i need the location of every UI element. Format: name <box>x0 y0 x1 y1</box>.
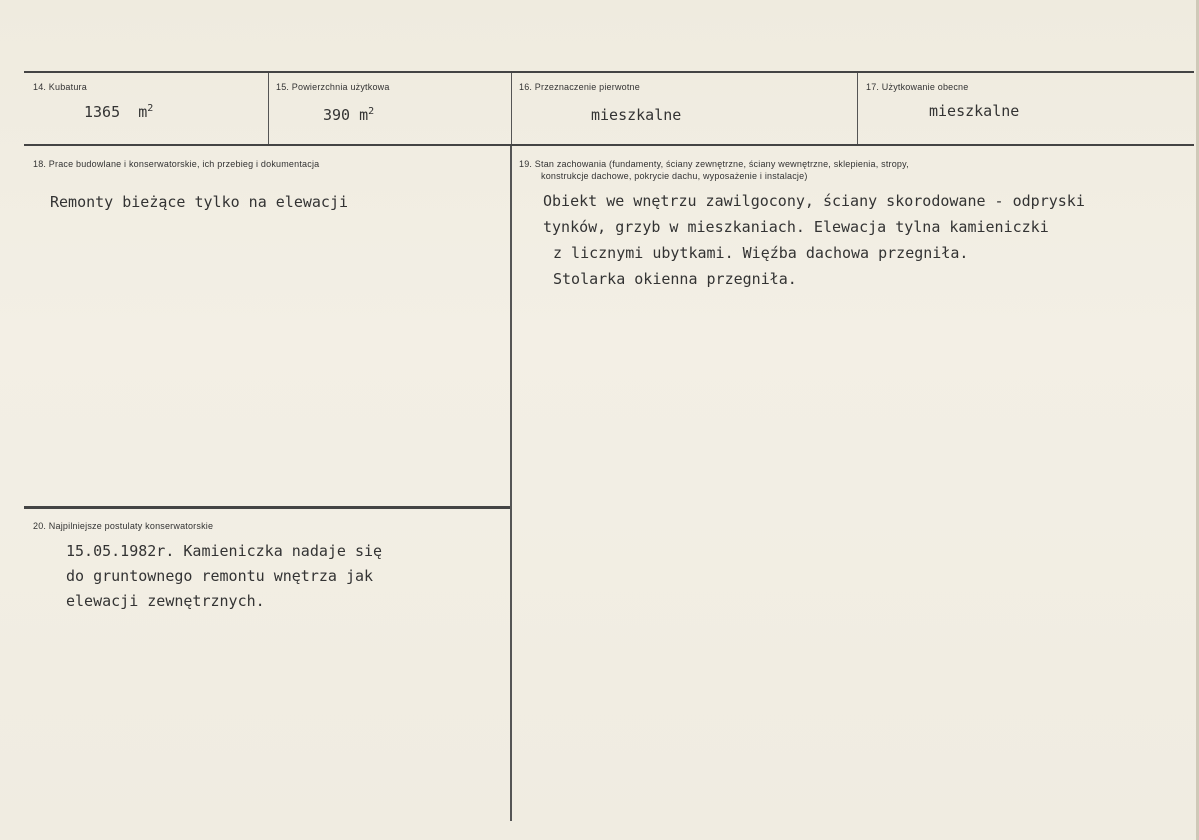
prace-label: 18. Prace budowlane i konserwatorskie, ich przebieg i dokumentacja <box>33 159 320 169</box>
divider-15-16 <box>511 73 512 144</box>
postulaty-line-3: elewacji zewnętrznych. <box>66 592 265 610</box>
stan-line-3: z licznymi ubytkami. Więźba dachowa przegniła. <box>553 244 969 262</box>
kubatura-exp: 2 <box>147 103 154 114</box>
postulaty-line-2: do gruntownego remontu wnętrza jak <box>66 567 374 585</box>
stan-line-4: Stolarka okienna przegniła. <box>553 270 797 288</box>
powierzchnia-number: 390 <box>323 106 351 124</box>
powierzchnia-value <box>323 106 374 124</box>
divider-16-17 <box>857 73 858 144</box>
kubatura-value <box>84 103 153 121</box>
stan-label-line2: konstrukcje dachowe, pokrycie dachu, wyposażenie i instalacje) <box>541 171 808 181</box>
przeznaczenie-value: mieszkalne <box>591 106 682 124</box>
przeznaczenie-label: 16. Przeznaczenie pierwotne <box>519 82 640 92</box>
top-rule <box>24 71 1194 73</box>
kubatura-number: 1365 <box>84 103 121 121</box>
stan-line-1: Obiekt we wnętrzu zawilgocony, ściany skorodowane - odpryski <box>543 192 1085 210</box>
section18-bottom-rule <box>24 506 510 509</box>
uzytkowanie-label: 17. Użytkowanie obecne <box>866 82 969 92</box>
stan-label-line1: 19. Stan zachowania (fundamenty, ściany zewnętrzne, ściany wewnętrzne, sklepienia, stropy, <box>519 159 909 169</box>
powierzchnia-label: 15. Powierzchnia użytkowa <box>276 82 390 92</box>
divider-left-right <box>510 146 512 821</box>
powierzchnia-exp: 2 <box>368 106 375 117</box>
kubatura-unit: m <box>138 103 148 121</box>
stan-line-2: tynków, grzyb w mieszkaniach. Elewacja tylna kamieniczki <box>543 218 1049 236</box>
divider-14-15 <box>268 73 269 144</box>
uzytkowanie-value: mieszkalne <box>929 102 1020 120</box>
kubatura-label: 14. Kubatura <box>33 82 87 92</box>
prace-value: Remonty bieżące tylko na elewacji <box>50 193 349 211</box>
row1-bottom-rule <box>24 144 1194 146</box>
powierzchnia-unit: m <box>359 106 369 124</box>
postulaty-label: 20. Najpilniejsze postulaty konserwatorskie <box>33 521 214 531</box>
postulaty-line-1: 15.05.1982r. Kamieniczka nadaje się <box>66 542 383 560</box>
